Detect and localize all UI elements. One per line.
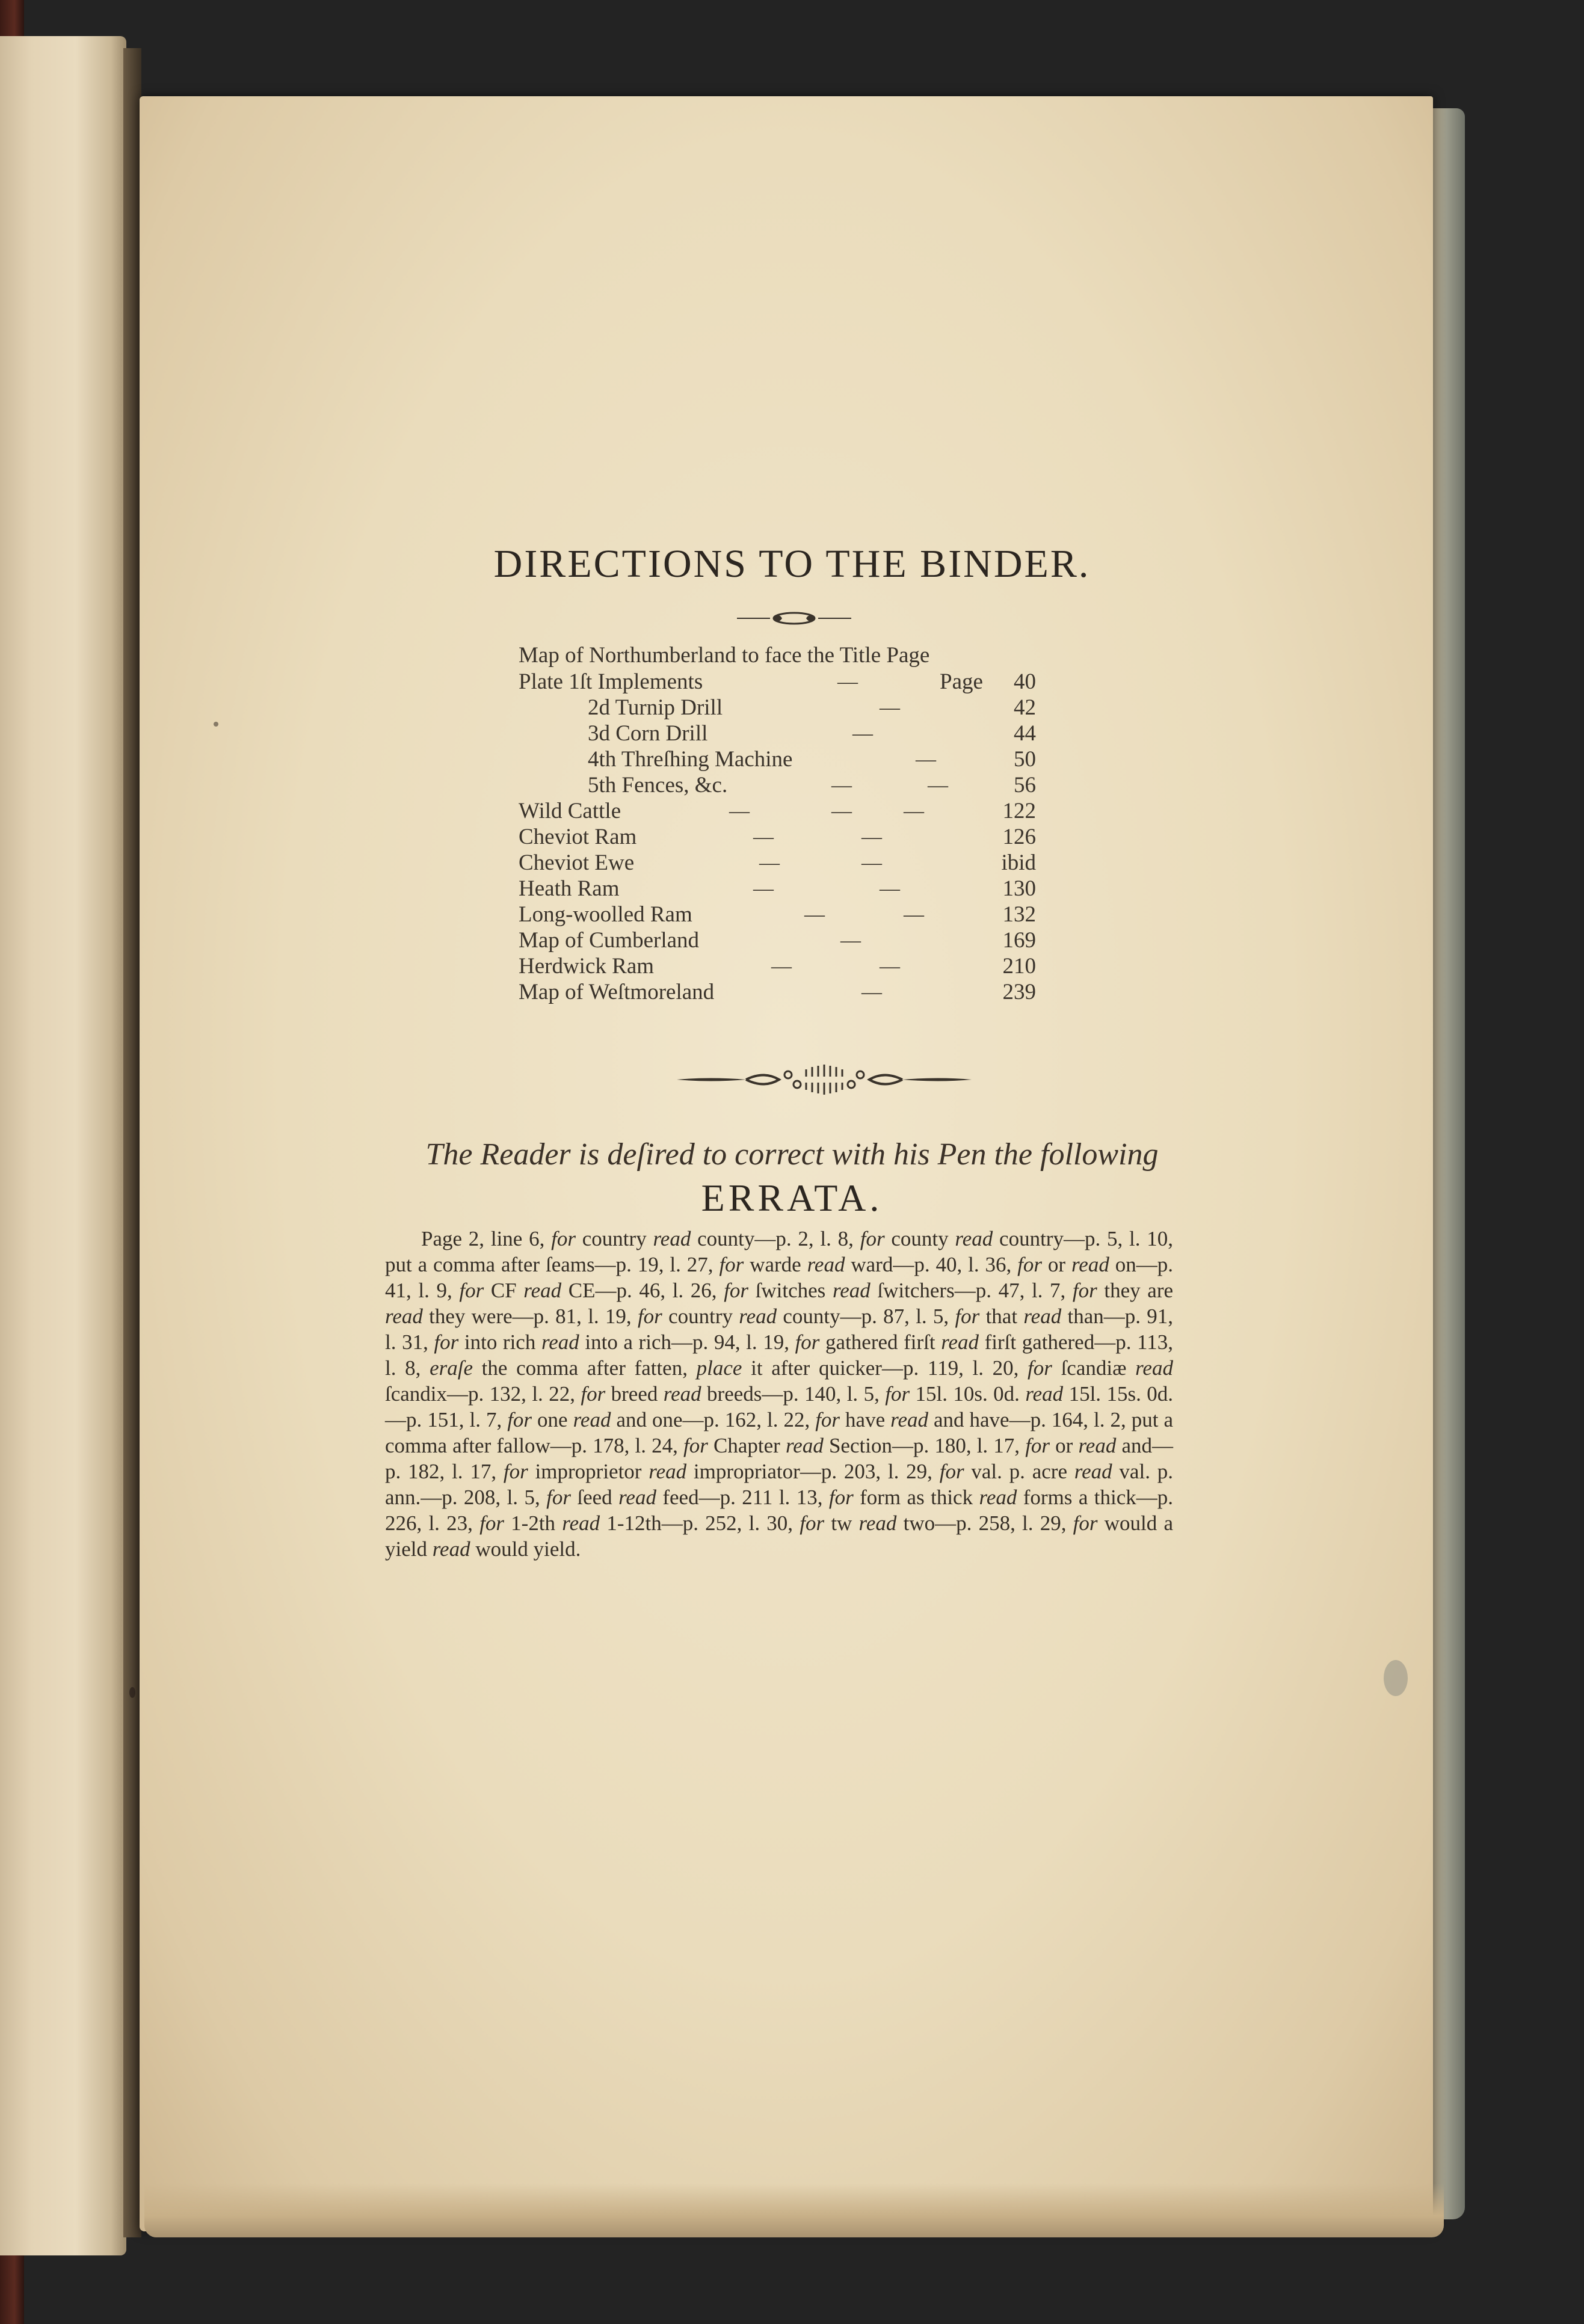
plate-row — [519, 824, 1036, 850]
errata-instruction: place — [696, 1356, 742, 1380]
errata-fragment: would a yield — [385, 1511, 1173, 1561]
errata-instruction: for — [581, 1382, 606, 1406]
plates-list — [519, 642, 1036, 1005]
page-word: Page — [940, 669, 983, 694]
plate-page: 130 — [1002, 876, 1036, 901]
errata-fragment: would yield. — [470, 1537, 581, 1561]
errata-fragment: feed—p. 211 l. 13, — [656, 1486, 829, 1509]
errata-instruction: for — [955, 1305, 980, 1328]
errata-instruction: read — [432, 1537, 470, 1561]
plate-row — [519, 746, 1036, 772]
errata-instruction: read — [541, 1330, 579, 1354]
leader-dash: — — [804, 903, 825, 926]
errata-instruction: read — [1071, 1253, 1109, 1276]
errata-instruction: for — [815, 1408, 840, 1431]
errata-fragment: country — [662, 1305, 739, 1328]
errata-instruction: read — [653, 1227, 691, 1250]
plate-page: 239 — [1002, 980, 1036, 1004]
plate-row — [519, 979, 1036, 1005]
foxing-spot — [1384, 1660, 1408, 1696]
errata-instruction: read — [807, 1253, 845, 1276]
plate-row — [519, 772, 1036, 798]
plate-page: 40 — [1014, 669, 1036, 694]
errata-instruction: for — [1025, 1434, 1050, 1457]
errata-fragment: it after quicker—p. 119, l. 20, — [742, 1356, 1028, 1380]
errata-instruction: for — [546, 1486, 571, 1509]
ornament-divider-small — [734, 607, 854, 629]
errata-instruction: read — [890, 1408, 928, 1431]
errata-fragment: than—p. 91, l. 31, — [385, 1305, 1173, 1354]
plate-label: Long-woolled Ram — [519, 902, 692, 927]
plate-page: 126 — [1002, 825, 1036, 849]
errata-instruction: for — [459, 1279, 484, 1302]
errata-fragment: and one—p. 162, l. 22, — [611, 1408, 816, 1431]
errata-fragment: country — [576, 1227, 653, 1250]
plate-row — [519, 876, 1036, 902]
errata-instruction: read — [523, 1279, 562, 1302]
errata-fragment: Page 2, line 6, — [421, 1227, 552, 1250]
leader-dash: — — [880, 878, 900, 900]
errata-fragment: form as thick — [853, 1486, 979, 1509]
foxing-spot — [129, 1687, 135, 1698]
errata-instruction: for — [683, 1434, 708, 1457]
ornament-divider-large — [674, 1059, 975, 1101]
errata-fragment: val. p. ann.—p. 208, l. 5, — [385, 1460, 1173, 1509]
plate-label: 3d Corn Drill — [588, 721, 708, 746]
errata-instruction: for — [503, 1460, 528, 1483]
errata-fragment: have — [840, 1408, 891, 1431]
errata-fragment: on—p. 41, l. 9, — [385, 1253, 1173, 1302]
errata-instruction: for — [795, 1330, 820, 1354]
errata-fragment: they are — [1097, 1279, 1174, 1302]
errata-fragment: or — [1050, 1434, 1079, 1457]
errata-fragment: into rich — [458, 1330, 541, 1354]
errata-fragment: improprietor — [528, 1460, 649, 1483]
errata-fragment: ſwitches — [748, 1279, 833, 1302]
plate-label: Map of Weſtmoreland — [519, 980, 715, 1004]
errata-instruction: for — [828, 1486, 854, 1509]
plate-row — [519, 798, 1036, 824]
plate-label: Heath Ram — [519, 876, 620, 901]
leader-dash: — — [831, 774, 852, 796]
leader-dash: — — [861, 852, 882, 874]
plate-label: 4th Threſhing Machine — [588, 747, 793, 772]
plate-label: Cheviot Ewe — [519, 850, 635, 875]
plate-page: 44 — [1014, 721, 1036, 746]
errata-instruction: read — [785, 1434, 824, 1457]
errata-instruction: for — [1017, 1253, 1043, 1276]
errata-instruction: read — [663, 1382, 701, 1406]
errata-fragment: one — [532, 1408, 573, 1431]
errata-instruction: read — [385, 1305, 423, 1328]
errata-instruction: read — [979, 1486, 1017, 1509]
errata-fragment: forms a thick—p. 226, l. 23, — [385, 1486, 1173, 1535]
plate-page: 210 — [1002, 954, 1036, 979]
errata-fragment: ſcandix—p. 132, l. 22, — [385, 1382, 581, 1406]
errata-instruction: for — [1072, 1279, 1097, 1302]
plate-row — [519, 695, 1036, 721]
errata-text — [385, 1226, 1173, 1562]
errata-instruction: for — [885, 1382, 910, 1406]
leader-dash: — — [837, 671, 858, 693]
plates-header: Map of Northumberland to face the Title Page — [519, 643, 930, 668]
errata-instruction: for — [479, 1511, 504, 1535]
errata-instruction: for — [1028, 1356, 1052, 1380]
errata-fragment: county—p. 87, l. 5, — [777, 1305, 955, 1328]
errata-instruction: read — [1078, 1434, 1117, 1457]
plate-row — [519, 953, 1036, 979]
errata-instruction: read — [858, 1511, 897, 1535]
errata-instruction: read — [562, 1511, 600, 1535]
errata-fragment: breeds—p. 140, l. 5, — [701, 1382, 886, 1406]
errata-fragment: two—p. 258, l. 29, — [896, 1511, 1073, 1535]
errata-title: ERRATA. — [701, 1176, 883, 1219]
leader-dash: — — [840, 929, 861, 951]
errata-fragment: ſeed — [570, 1486, 619, 1509]
errata-instruction: for — [719, 1253, 744, 1276]
leader-dash: — — [852, 722, 873, 745]
errata-fragment: and have—p. 164, l. 2, put a comma after fallow—p. 178, l. 24, — [385, 1408, 1174, 1457]
plate-label: 2d Turnip Drill — [588, 695, 723, 720]
errata-fragment: ſwitchers—p. 47, l. 7, — [870, 1279, 1073, 1302]
leader-dash: — — [880, 696, 900, 719]
plate-row — [519, 850, 1036, 876]
errata-fragment: impropriator—p. 203, l. 29, — [686, 1460, 940, 1483]
errata-fragment: 1-2th — [504, 1511, 562, 1535]
errata-instruction: read — [649, 1460, 687, 1483]
plate-label: Cheviot Ram — [519, 825, 637, 849]
leader-dash: — — [904, 903, 924, 926]
errata-fragment: tw — [824, 1511, 859, 1535]
leader-dash: — — [771, 955, 792, 977]
errata-instruction: for — [724, 1279, 749, 1302]
errata-fragment: or — [1042, 1253, 1071, 1276]
plate-row — [519, 927, 1036, 953]
errata-fragment: breed — [605, 1382, 664, 1406]
errata-instruction: read — [573, 1408, 611, 1431]
errata-instruction: read — [955, 1227, 993, 1250]
errata-fragment: ſcandiæ — [1052, 1356, 1136, 1380]
plate-label: Wild Cattle — [519, 799, 621, 823]
plate-row — [519, 902, 1036, 927]
leader-dash: — — [916, 748, 936, 770]
plate-page: 132 — [1002, 902, 1036, 927]
plate-page: 56 — [1014, 773, 1036, 798]
errata-fragment: county—p. 2, l. 8, — [691, 1227, 860, 1250]
errata-instruction: for — [551, 1227, 576, 1250]
errata-fragment: firſt gathered—p. 113, l. 8, — [385, 1330, 1173, 1380]
plate-label: Plate 1ſt Implements — [519, 669, 703, 694]
errata-fragment: that — [979, 1305, 1024, 1328]
errata-fragment: 1-12th—p. 252, l. 30, — [600, 1511, 800, 1535]
page-title: DIRECTIONS TO THE BINDER. — [493, 542, 1091, 586]
errata-fragment: CF — [484, 1279, 524, 1302]
plate-row — [519, 669, 1036, 695]
errata-fragment: 15l. 10s. 0d. — [910, 1382, 1026, 1406]
plate-page: 169 — [1002, 928, 1036, 953]
leader-dash: — — [831, 800, 852, 822]
errata-instruction: for — [1073, 1511, 1098, 1535]
plate-label: Map of Cumberland — [519, 928, 700, 953]
plate-page: 50 — [1014, 747, 1036, 772]
errata-fragment: they were—p. 81, l. 19, — [422, 1305, 638, 1328]
leader-dash: — — [753, 878, 774, 900]
plate-page: ibid — [1001, 850, 1036, 875]
plate-row — [519, 721, 1036, 746]
errata-instruction: for — [939, 1460, 964, 1483]
errata-fragment: Section—p. 180, l. 17, — [823, 1434, 1026, 1457]
foxing-spot — [214, 722, 218, 727]
errata-fragment: the comma after fatten, — [472, 1356, 697, 1380]
plate-label: Herdwick Ram — [519, 954, 655, 979]
errata-instruction: for — [507, 1408, 532, 1431]
errata-instruction: for — [860, 1227, 885, 1250]
errata-fragment: 15l. 15s. 0d.—p. 151, l. 7, — [385, 1382, 1173, 1431]
errata-instruction: for — [800, 1511, 825, 1535]
errata-fragment: Chapter — [707, 1434, 786, 1457]
plate-page: 122 — [1002, 799, 1036, 823]
errata-instruction: read — [618, 1486, 656, 1509]
reader-notice: The Reader is deſired to correct with his Pen the following — [425, 1137, 1159, 1172]
page-bottom-edge — [144, 2183, 1444, 2237]
leader-dash: — — [729, 800, 750, 822]
leader-dash: — — [880, 955, 900, 977]
errata-fragment: gathered firſt — [819, 1330, 941, 1354]
errata-instruction: eraſe — [430, 1356, 473, 1380]
errata-instruction: read — [1023, 1305, 1062, 1328]
errata-instruction: read — [1025, 1382, 1064, 1406]
errata-fragment: county — [884, 1227, 955, 1250]
errata-fragment: and—p. 182, l. 17, — [385, 1434, 1173, 1483]
errata-instruction: read — [941, 1330, 979, 1354]
errata-fragment: warde — [744, 1253, 807, 1276]
errata-fragment: country—p. 5, l. 10, put a comma after ſeams—p. 19, l. 27, — [385, 1227, 1174, 1276]
errata-fragment: val. p. acre — [964, 1460, 1074, 1483]
leader-dash: — — [861, 826, 882, 848]
leader-dash: — — [861, 981, 882, 1003]
leader-dash: — — [904, 800, 924, 822]
errata-instruction: for — [637, 1305, 662, 1328]
errata-instruction: read — [1135, 1356, 1173, 1380]
errata-fragment: ward—p. 40, l. 36, — [845, 1253, 1018, 1276]
errata-instruction: read — [739, 1305, 777, 1328]
leader-dash: — — [753, 826, 774, 848]
leader-dash: — — [928, 774, 948, 796]
errata-instruction: read — [1074, 1460, 1112, 1483]
leader-dash: — — [759, 852, 780, 874]
errata-instruction: for — [434, 1330, 459, 1354]
errata-instruction: read — [832, 1279, 871, 1302]
errata-fragment: CE—p. 46, l. 26, — [561, 1279, 724, 1302]
plate-page: 42 — [1014, 695, 1036, 720]
plate-label: 5th Fences, &c. — [588, 773, 728, 798]
errata-fragment: into a rich—p. 94, l. 19, — [579, 1330, 795, 1354]
